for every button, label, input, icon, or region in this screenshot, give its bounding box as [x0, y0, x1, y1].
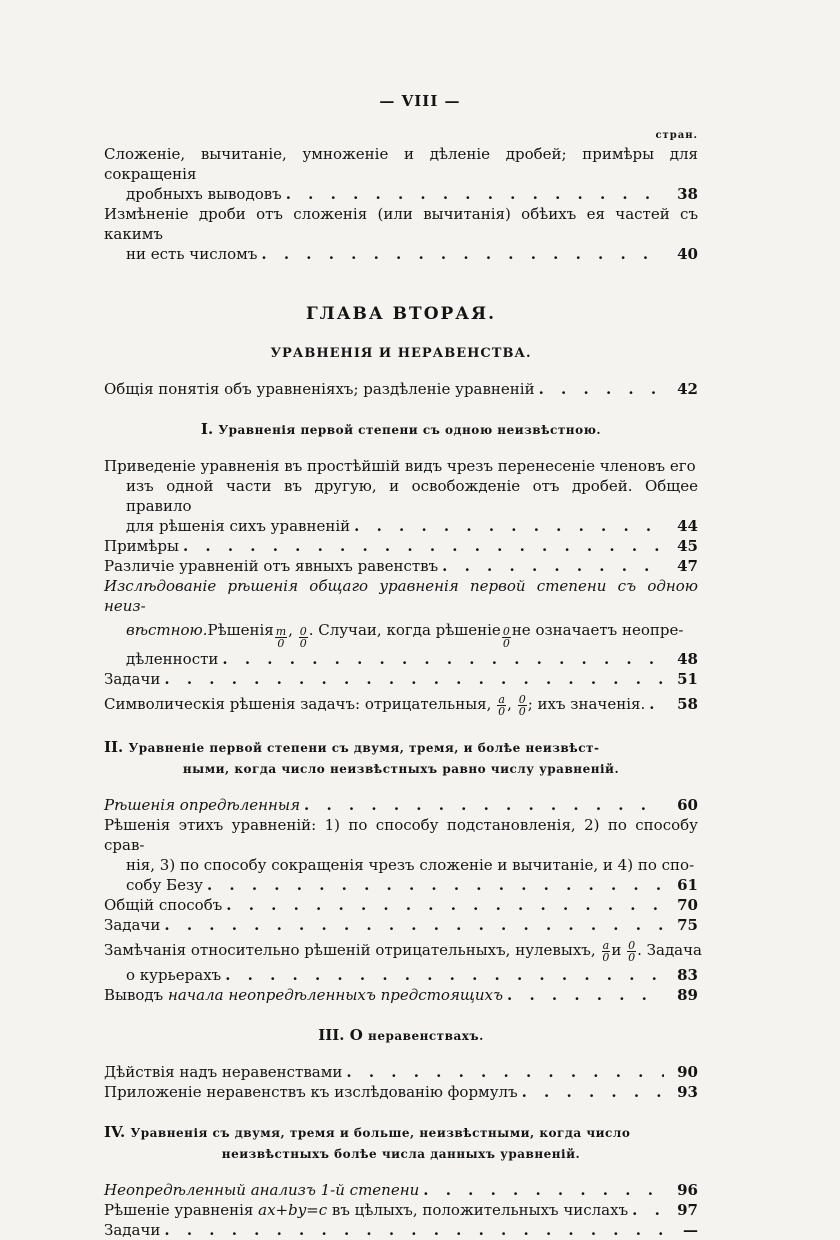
toc-entry-text: для рѣшенія сихъ уравненій [126, 517, 351, 535]
toc-entry-difference [104, 556, 698, 576]
toc-entry-text: Задачи [104, 670, 161, 688]
toc-entry-fractions-ops [104, 144, 698, 204]
leader-dots [222, 649, 664, 669]
toc-entry-text: нія, 3) по способу сокращенія чрезъ сложеніе и вычитаніе, и 4) по спо- [126, 856, 695, 874]
page-number: 45 [677, 537, 698, 555]
page-number: 58 [677, 695, 698, 713]
contents-column: стран. Сложеніе, вычитаніе, умноженіе и дѣленіе дробей; примѣры для сокращенія дробныхъ выводовъ . . . 38 Измѣненіе дроби отъ сложенія (или вычитанія) обѣихъ ея частей съ какимъ ни есть числомъ . . . 40 ГЛАВА ВТОРАЯ. УРАВНЕНІЯ И НЕРАВЕНСТВА. Общія понятія объ уравненіяхъ; раздѣленіе уравненій . . . 42 I. Уравненія первой степени съ одною неизвѣстною. Приведеніе уравненія въ простѣйшій видъ чрезъ перенесеніе членовъ его изъ одной части въ другую, и освобожденіе отъ дробей. Общее правило для рѣшенія сихъ уравненій . . . 44 Примѣры . . . 45 Различіе уравненій отъ явныхъ равенствъ . . . 47 Изслѣдованіе рѣшенія общаго уравненія первой степени съ одною неиз- вѣстною. Рѣшенія $\frac{m}{0}$ , $\frac{0}{0}$ . Случаи, когда рѣшеніе $\frac{0}{0}$ не означаетъ неопре- дѣленности . . . 48 Задачи . . . 51 Символическія рѣшенія задачъ: отрицательныя, $\frac{a}{0}$ , $\frac{0}{0}$ ; ихъ значенія. . . . 58 II. Уравненіе первой степени съ двумя, тремя, и болѣе неизвѣст- ными, когда число неизвѣстныхъ равно числу уравненій. Рѣшенія опредѣленныя . . . 60 Рѣшенія этихъ уравненій: 1) по способу подстановленія, 2) по способу срав- нія, 3) по способу сокращенія чрезъ сложеніе и вычитаніе, и 4) по спо- собу Безу . . . 61 Общій способъ . . . 70 Задачи . . . 75 Замѣчанія относительно рѣшеній отрицательныхъ, нулевыхъ, $\frac{a}{0}$ и $\frac{0}{0}$ . Задача о курьерахъ . . . 83 Выводъ начала неопредѣленныхъ предстоящихъ . . . 89 III. О неравенствахъ. Дѣйствія надъ неравенствами . . . 90 Приложеніе неравенствъ къ изслѣдованію формулъ . . . 93 IV. Уравненія съ двумя, тремя и больше, неизвѣстными, когда число неизвѣстныхъ болѣе числа данныхъ уравненій. Неопредѣленный анализъ 1-й степени . . . 96 Рѣшеніе уравненія ax+by=c въ цѣлыхъ, положительныхъ числахъ . . . 97 Задачи . . . — [104, 128, 698, 1240]
toc-entry-text: Измѣненіе дроби отъ сложенія (или вычитанія) обѣихъ ея частей съ какимъ [104, 205, 698, 243]
page-folio: — VIII — [379, 92, 461, 110]
toc-entry-remarks: Замѣчанія относительно рѣшеній отрицательныхъ, нулевыхъ, $\frac{a}{0}$ и $\frac{0}{0}$ . Задача о курьерахъ . . . 83 [104, 935, 698, 985]
leader-dots [507, 985, 664, 1005]
toc-entry-text: Задачи [104, 1221, 161, 1239]
leader-dots [164, 915, 664, 935]
fraction: $\frac{0}{0}$ [628, 938, 636, 964]
page-number: 93 [677, 1083, 698, 1101]
leader-dots [225, 965, 664, 985]
toc-entry-text: Приложеніе неравенствъ къ изслѣдованію формулъ [104, 1083, 518, 1101]
toc-entry-text: о курьерахъ [126, 966, 222, 984]
toc-entry-text: Выводъ начала неопредѣленныхъ предстоящихъ [104, 986, 504, 1004]
toc-entry-text: изъ одной части въ другую, и освобожденіе отъ дробей. Общее правило [126, 477, 698, 515]
section-title-2: II. Уравненіе первой степени съ двумя, тремя, и болѣе неизвѣст- [104, 738, 600, 756]
toc-entry-text: Общія понятія объ уравненіяхъ; раздѣленіе уравненій [104, 380, 535, 398]
toc-entry-problems-4 [104, 1220, 698, 1240]
page-number: 38 [677, 185, 698, 203]
leader-dots [442, 556, 664, 576]
page-number: 89 [677, 986, 698, 1004]
toc-entry-text: Изслѣдованіе рѣшенія общаго уравненія первой степени съ одною неиз- [104, 577, 698, 615]
leader-dots [164, 669, 664, 689]
leader-dots [286, 184, 664, 204]
page-number: 42 [677, 380, 698, 398]
toc-entry-text: собу Безу [126, 876, 203, 894]
toc-entry-fraction-change [104, 204, 698, 264]
page-number: 60 [677, 796, 698, 814]
page-number: 48 [677, 650, 698, 668]
toc-entry-text: Рѣшенія этихъ уравненій: 1) по способу подстановленія, 2) по способу срав- [104, 816, 698, 854]
toc-entry-text: Общій способъ [104, 896, 223, 914]
leader-dots [261, 244, 664, 264]
toc-entry-text: Примѣры [104, 537, 179, 555]
page-number: 70 [677, 896, 698, 914]
leader-dots [226, 895, 664, 915]
page-number: 40 [677, 245, 698, 263]
fraction: $\frac{0}{0}$ [518, 692, 526, 718]
fraction: $\frac{m}{0}$ [275, 625, 287, 650]
page-number: — [683, 1221, 698, 1239]
leader-dots [423, 1180, 664, 1200]
fraction: $\frac{0}{0}$ [502, 625, 510, 650]
page-number: 44 [677, 517, 698, 535]
toc-entry-derivation [104, 985, 698, 1005]
toc-entry-text: Рѣшенія опредѣленныя [104, 796, 301, 814]
leader-dots [649, 689, 664, 719]
leader-dots [183, 536, 664, 556]
leader-dots [522, 1082, 664, 1102]
leader-dots [207, 875, 664, 895]
toc-entry-general-method [104, 895, 698, 915]
leader-dots [304, 795, 664, 815]
leader-dots [354, 516, 664, 536]
toc-entry-general [104, 379, 698, 399]
toc-entry-text: Приведеніе уравненія въ простѣйшій видъ чрезъ перенесеніе членовъ его [104, 457, 696, 475]
page-number: 97 [677, 1201, 698, 1219]
toc-entry-examples [104, 536, 698, 556]
chapter-subtitle: УРАВНЕНІЯ И НЕРАВЕНСТВА. [270, 346, 532, 361]
fraction: $\frac{a}{0}$ [498, 692, 506, 718]
toc-entry-integer-solution [104, 1200, 698, 1220]
toc-entry-determinate [104, 795, 698, 815]
leader-dots [164, 1220, 664, 1240]
toc-entry-text: Различіе уравненій отъ явныхъ равенствъ [104, 557, 439, 575]
toc-entry-text: Символическія рѣшенія задачъ: отрицательныя, $\frac{a}{0}$ , $\frac{0}{0}$ ; ихъ значенія. [104, 692, 646, 718]
section-title-4: IV. Уравненія съ двумя, тремя и больше, неизвѣстными, когда число [104, 1123, 631, 1141]
toc-entry-symbolic [104, 689, 698, 719]
toc-entry-investigation: Изслѣдованіе рѣшенія общаго уравненія первой степени съ одною неиз- вѣстною. Рѣшенія $\frac{m}{0}$ , $\frac{0}{0}$ . Случаи, когда рѣшеніе $\frac{0}{0}$ не означаетъ неопре- дѣленности . . . 48 [104, 576, 698, 669]
toc-entry-text: ни есть числомъ [126, 245, 258, 263]
page-number: 75 [677, 916, 698, 934]
page-number: 96 [677, 1181, 698, 1199]
leader-dots [632, 1200, 664, 1220]
toc-entry-problems-2 [104, 915, 698, 935]
toc-entry-methods [104, 815, 698, 895]
toc-entry-text: Дѣйствія надъ неравенствами [104, 1063, 343, 1081]
toc-entry-inequality-app [104, 1082, 698, 1102]
leader-dots [539, 379, 664, 399]
chapter-title: ГЛАВА ВТОРАЯ. [305, 304, 497, 324]
toc-entry-problems-1 [104, 669, 698, 689]
page-number: 90 [677, 1063, 698, 1081]
toc-entry-text: Задачи [104, 916, 161, 934]
toc-entry-text: Неопредѣленный анализъ 1-й степени [104, 1181, 420, 1199]
toc-entry-text: дробныхъ выводовъ [126, 185, 282, 203]
page-number: 83 [677, 966, 698, 984]
section-title-1: I. Уравненія первой степени съ одною неизвѣстною. [200, 420, 602, 438]
leader-dots [346, 1062, 664, 1082]
page-number: 61 [677, 876, 698, 894]
page-column-header: стран. [655, 130, 698, 141]
toc-entry-reduction [104, 456, 698, 536]
page-number: 47 [677, 557, 698, 575]
toc-entry-text: дѣленности [126, 650, 219, 668]
fraction: $\frac{a}{0}$ [602, 938, 610, 964]
page-number: 51 [677, 670, 698, 688]
toc-entry-text: Сложеніе, вычитаніе, умноженіе и дѣленіе дробей; примѣры для сокращенія [104, 145, 698, 183]
fraction: $\frac{0}{0}$ [299, 625, 307, 650]
toc-entry-text: Рѣшеніе уравненія ax+by=c въ цѣлыхъ, положительныхъ числахъ [104, 1201, 629, 1219]
section-title-3: III. О неравенствахъ. [318, 1026, 484, 1044]
toc-entry-indeterminate [104, 1180, 698, 1200]
toc-entry-inequality-ops [104, 1062, 698, 1082]
